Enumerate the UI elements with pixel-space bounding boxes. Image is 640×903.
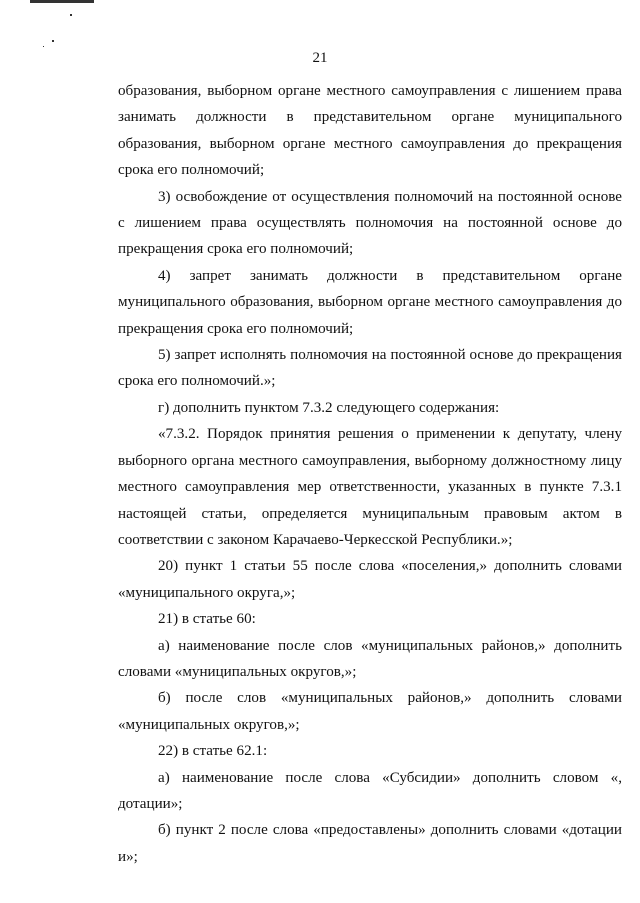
paragraph-22-a: а) наименование после слова «Субсидии» дополнить словом «, дотации»; [118,769,622,812]
scan-artifact-dot [70,14,72,16]
paragraph-item-5: 5) запрет исполнять полномочия на постоянной основе до прекращения срока его полномочий.»; [118,347,622,390]
paragraph-item-4: 4) запрет занимать должности в представительном органе муниципального образования, выборном органе местного самоуправления до прекращения срока его полномочий; [118,267,622,337]
paragraph-7-3-2: «7.3.2. Порядок принятия решения о применении к депутату, члену выборного органа местного самоуправления, выборному должностному лицу местного самоуправления мер ответственности, указанных в пункте 7.3.1 настоящей статьи, определяется муниципальным правовым актом в соответствии с законом Карачаево-Черкесской Республики.»; [118,426,622,548]
page-number: 21 [312,50,328,66]
scan-artifact-line [30,0,94,3]
paragraph-item-3: 3) освобождение от осуществления полномочий на постоянной основе с лишением права осуществлять полномочия на постоянной основе до прекращения срока его полномочий; [118,188,622,258]
paragraph-item-21: 21) в статье 60: [158,611,256,628]
scan-artifact-dot [43,46,44,47]
paragraph-continuation: образования, выборном органе местного самоуправления с лишением права занимать должности в представительном органе муниципального образования, выборном органе местного самоуправления до прекращения срока его полномочий; [118,83,622,179]
paragraph-21-b: б) после слов «муниципальных районов,» дополнить словами «муниципальных округов,»; [118,690,622,733]
paragraph-22-b: б) пункт 2 после слова «предоставлены» дополнить словами «дотации и»; [118,822,622,865]
paragraph-21-a: а) наименование после слов «муниципальных районов,» дополнить словами «муниципальных округов,»; [118,637,622,680]
paragraph-item-20: 20) пункт 1 статьи 55 после слова «поселения,» дополнить словами «муниципального округа,»; [118,558,622,601]
paragraph-item-22: 22) в статье 62.1: [158,743,268,760]
scan-artifact-dot [52,40,54,42]
document-body [118,78,622,870]
paragraph-sub-g: г) дополнить пунктом 7.3.2 следующего содержания: [158,399,500,416]
